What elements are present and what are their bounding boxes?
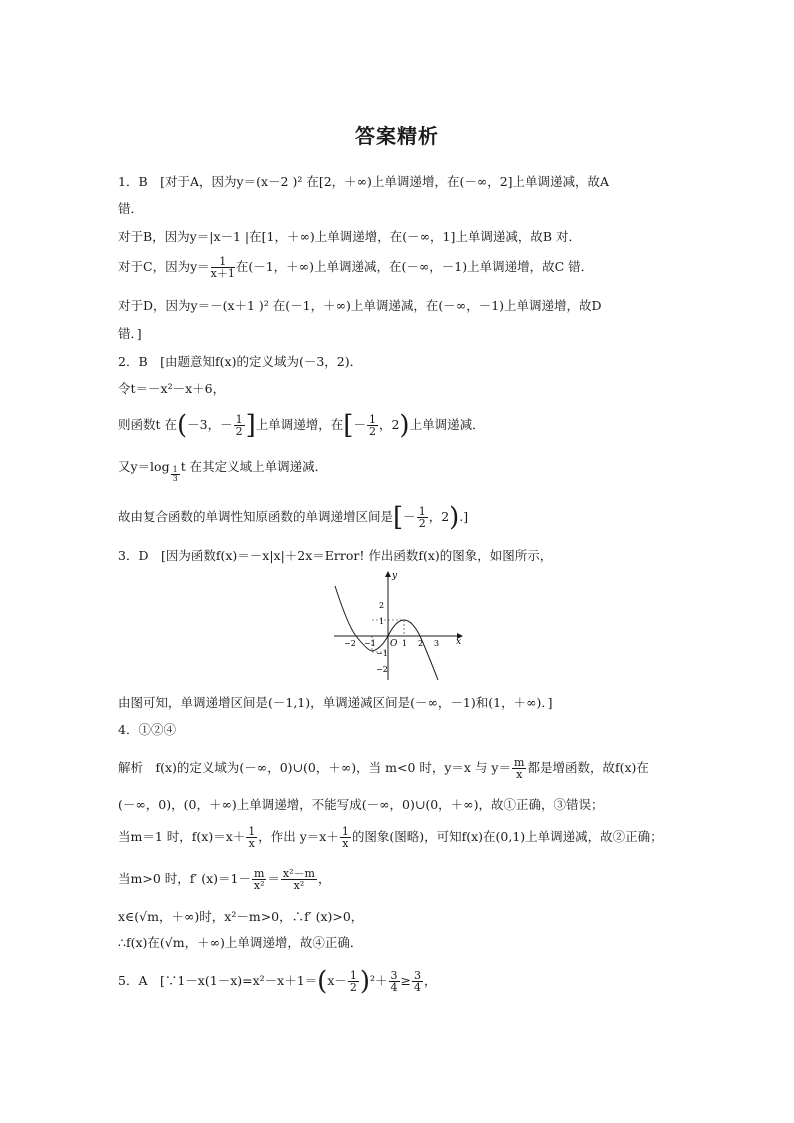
answer-3-line-2: 由图可知，单调递增区间是(－1,1)，单调递减区间是(－∞，－1)和(1，＋∞)．] — [118, 695, 553, 710]
answer-2-line-1: 2．B [由题意知f(x)的定义域为(－3，2)． — [118, 354, 363, 369]
answer-4-line-1: 解析 f(x)的定义域为(－∞，0)∪(0，＋∞)，当 m<0 时，y＝x 与 y＝ $\frac{m}{x}$ 都是增函数，故f(x)在 — [118, 756, 649, 781]
answer-4-line-3: 当m＝1 时，f(x)＝x＋ $\frac{1}{x}$ ，作出 y＝x＋ $\frac{1}{x}$ 的图象(图略)，可知f(x)在(0,1)上单调递减，故②正确； — [118, 825, 663, 850]
y-tick: −1 — [376, 649, 388, 658]
y-axis-label: y — [392, 571, 398, 581]
answer-5-line-1: 5．A [∵1－x(1－x)=x²－x＋1＝(x－ $\frac{1}{2}$ )²＋ $\frac{3}{4}$ ≥ $\frac{3}{4}$ ， — [118, 966, 437, 997]
y-tick: 2 — [379, 601, 385, 610]
x-tick: 1 — [402, 639, 408, 648]
page-title: 答案精析 — [355, 124, 439, 148]
answer-4-line-2: (－∞，0)，(0，＋∞)上单调递增，不能写成(－∞，0)∪(0，＋∞)，故①正确，③错误； — [118, 797, 604, 812]
answer-4-line-4: 当m>0 时，f′ (x)＝1－ $\frac{m}{\text{x²}}$ ＝ $\frac{\text{x²－m}}{\text{x²}}$ ， — [118, 867, 331, 892]
x-tick: −1 — [364, 639, 376, 648]
answer-4-line-6: ∴f(x)在(√m，＋∞)上单调递增，故④正确． — [118, 935, 363, 950]
answer-2-line-3: 则函数t 在(－3，－ $\frac{1}{2}$ ]上单调递增，在[－ $\frac{1}{2}$ ，2)上单调递减． — [118, 410, 485, 441]
answer-2-line-4: 又y＝log $\frac{1}{3}$ t 在其定义域上单调递减． — [118, 459, 328, 483]
answer-1-line-end: 错．] — [118, 326, 142, 341]
curve-right — [388, 620, 438, 680]
origin-label: O — [390, 639, 398, 649]
fraction: $\frac{1}{x+1}$ — [210, 255, 235, 280]
answer-2-line-5: 故由复合函数的单调性知原函数的单调递增区间是[－ $\frac{1}{2}$ ，2).] — [118, 502, 469, 533]
answer-2-line-2: 令t＝－x²－x＋6， — [118, 381, 226, 396]
answer-1-line-c: 对于C，因为y＝ $\frac{1}{x+1}$ 在(－1，＋∞)上单调递减，在(－∞，－1)上单调递增，故C 错． — [118, 255, 594, 280]
answer-4-line-5: x∈(√m，＋∞)时，x²－m>0，∴f′ (x)>0， — [118, 909, 364, 924]
answer-3-line-1: 3．D [因为函数f(x)＝－x|x|＋2x＝Error! 作出函数f(x)的图象，如图所示， — [118, 548, 553, 563]
y-tick: −2 — [376, 665, 388, 674]
answer-4-title: 4．①②④ — [118, 722, 176, 737]
answer-1-line-2: 错． — [118, 201, 144, 216]
answer-1-line-3: 对于B，因为y＝|x－1 |在[1，＋∞)上单调递增，在(－∞，1]上单调递减，故B 对． — [118, 229, 582, 244]
x-tick: 3 — [434, 639, 440, 648]
x-tick: 2 — [418, 639, 424, 648]
y-tick: 1 — [379, 617, 385, 626]
answer-1-line-d: 对于D，因为y＝－(x＋1 )² 在(－1，＋∞)上单调递减，在(－∞，－1)上单调递增，故D — [118, 298, 602, 313]
x-tick: −2 — [344, 639, 356, 648]
function-graph — [330, 568, 470, 683]
x-axis-label: x — [456, 637, 462, 647]
answer-1-line-1: 1．B [对于A，因为y＝(x－2 )² 在[2，＋∞)上单调递增，在(－∞，2]上单调递减，故A — [118, 174, 610, 189]
